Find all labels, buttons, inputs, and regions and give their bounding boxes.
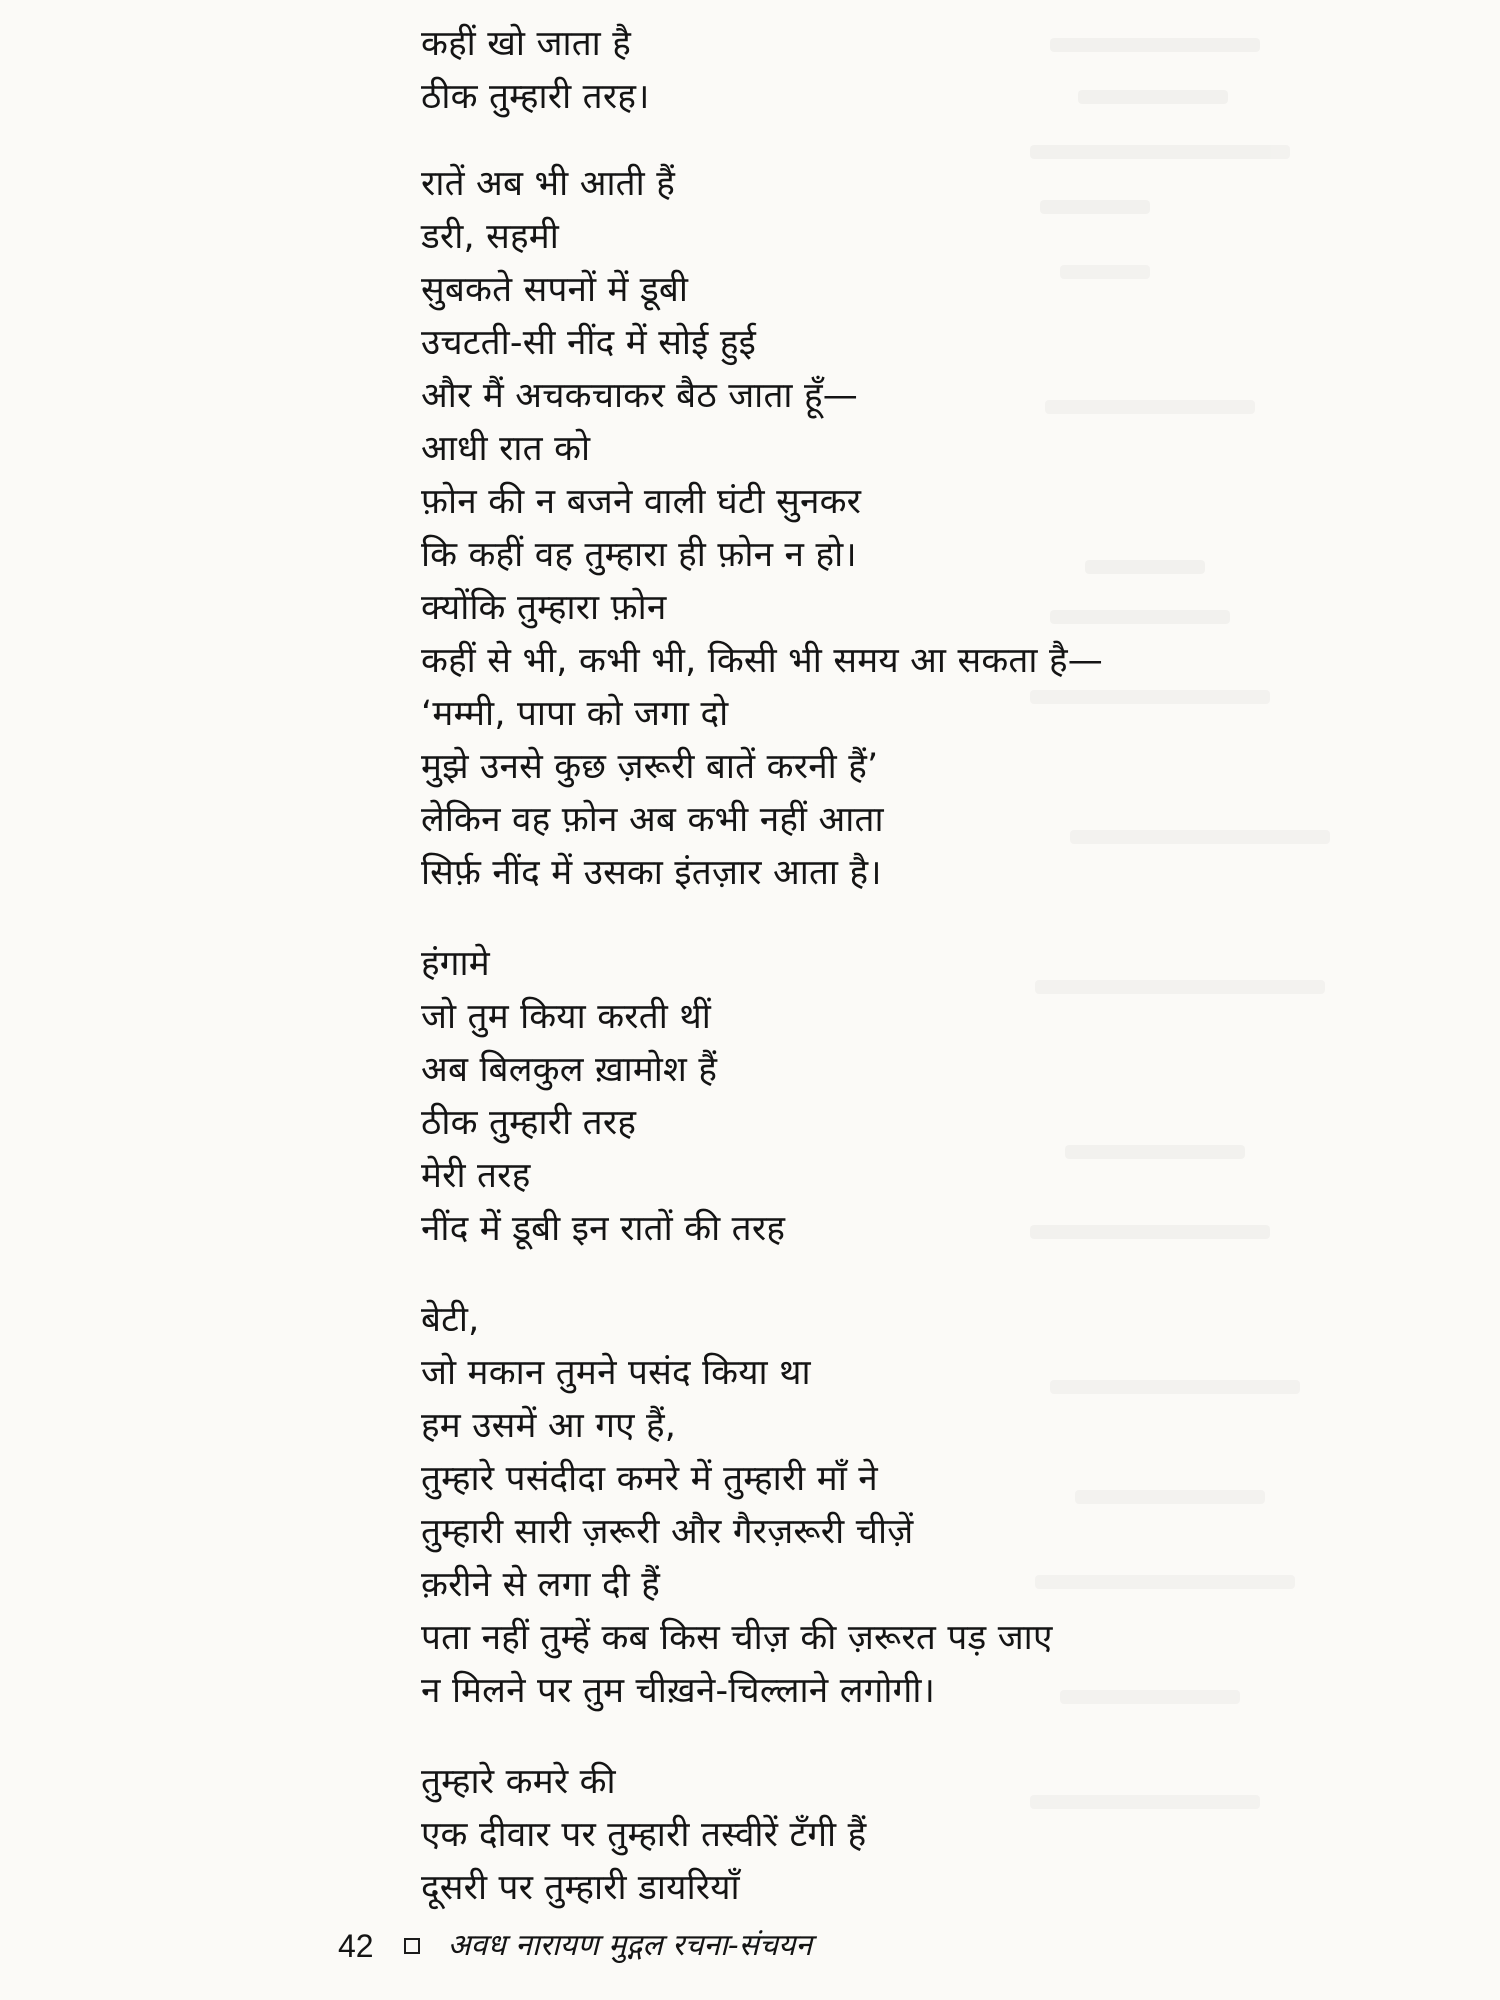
poem-line: कहीं से भी, कभी भी, किसी भी समय आ सकता है—: [421, 641, 1103, 681]
page-number: 42: [338, 1928, 374, 1964]
poem-line: आधी रात को: [421, 429, 591, 469]
poem-line: पता नहीं तुम्हें कब किस चीज़ की ज़रूरत पड़ जाए: [421, 1618, 1053, 1658]
poem-line: न मिलने पर तुम चीख़ने-चिल्लाने लगोगी।: [421, 1671, 936, 1711]
poem-line: तुम्हारे पसंदीदा कमरे में तुम्हारी माँ ने: [421, 1459, 878, 1499]
poem-line: ठीक तुम्हारी तरह: [421, 1103, 637, 1143]
poem-line: सिर्फ़ नींद में उसका इंतज़ार आता है।: [421, 853, 882, 893]
stanza: [421, 938, 1421, 1256]
poem-line: मेरी तरह: [421, 1156, 531, 1196]
poem-line: जो तुम किया करती थीं: [421, 997, 711, 1037]
poem-line: कि कहीं वह तुम्हारा ही फ़ोन न हो।: [421, 535, 857, 575]
poem-line: बेटी,: [421, 1300, 480, 1340]
poem-line: तुम्हारी सारी ज़रूरी और गैरज़रूरी चीज़ें: [421, 1512, 914, 1552]
poem-line: लेकिन वह फ़ोन अब कभी नहीं आता: [421, 800, 884, 840]
poem-line: फ़ोन की न बजने वाली घंटी सुनकर: [421, 482, 862, 522]
poem-line: कहीं खो जाता है: [421, 24, 632, 64]
poem-line: दूसरी पर तुम्हारी डायरियाँ: [421, 1868, 740, 1908]
poem-line: जो मकान तुमने पसंद किया था: [421, 1353, 811, 1393]
poem-line: क्योंकि तुम्हारा फ़ोन: [421, 588, 667, 628]
poem-line: तुम्हारे कमरे की: [421, 1762, 616, 1802]
poem-line: हंगामे: [421, 944, 490, 984]
poem-line: सुबकते सपनों में डूबी: [421, 270, 689, 310]
poem-line: ‘मम्मी, पापा को जगा दो: [421, 694, 729, 734]
poem-line: और मैं अचकचाकर बैठ जाता हूँ—: [421, 376, 858, 416]
poem-line: उचटती-सी नींद में सोई हुई: [421, 323, 757, 363]
stanza: [421, 1294, 1421, 1718]
poem-line: अब बिलकुल ख़ामोश हैं: [421, 1050, 718, 1090]
square-icon: [404, 1938, 420, 1954]
poem-text: [421, 18, 1421, 1953]
poem-line: मुझे उनसे कुछ ज़रूरी बातें करनी हैं’: [421, 747, 879, 787]
poem-line: क़रीने से लगा दी हैं: [421, 1565, 660, 1605]
book-title: अवध नारायण मुद्गल रचना-संचयन: [447, 1928, 813, 1963]
poem-line: डरी, सहमी: [421, 217, 559, 257]
poem-line: रातें अब भी आती हैं: [421, 164, 675, 204]
poem-line: हम उसमें आ गए हैं,: [421, 1406, 677, 1446]
poem-line: ठीक तुम्हारी तरह।: [421, 77, 650, 117]
stanza: [421, 158, 1421, 900]
stanza: [421, 18, 1421, 124]
poem-line: एक दीवार पर तुम्हारी तस्वीरें टँगी हैं: [421, 1815, 867, 1855]
poem-line: नींद में डूबी इन रातों की तरह: [421, 1209, 786, 1249]
stanza: [421, 1756, 1421, 1915]
page-footer: [338, 1928, 812, 1964]
